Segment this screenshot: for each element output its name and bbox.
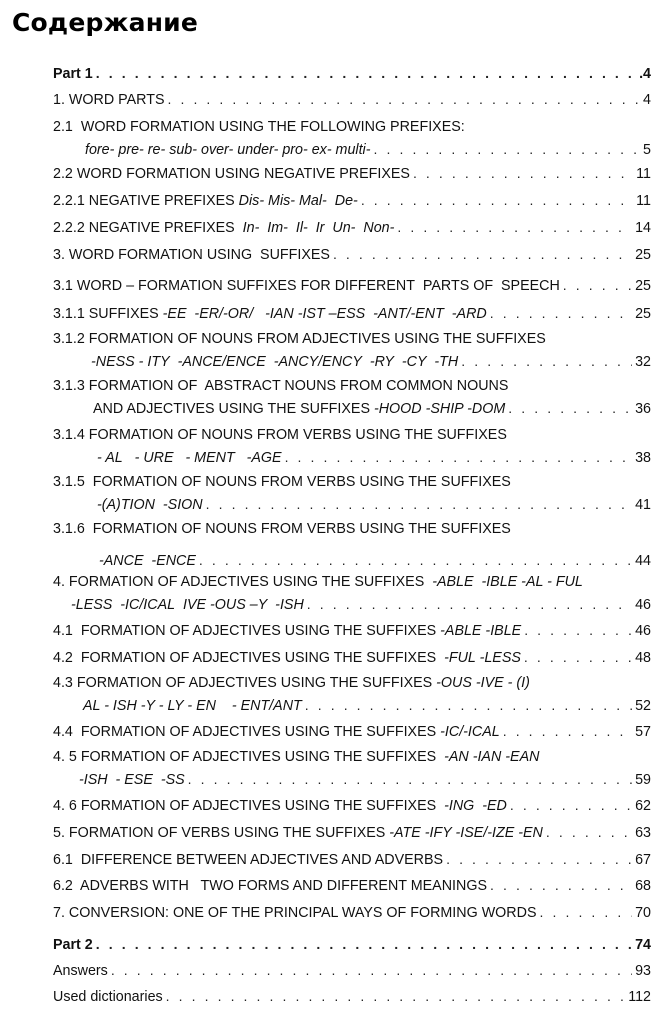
page-title: Содержание [12,8,199,37]
toc-line [53,118,651,136]
toc-entry[interactable] [53,748,651,789]
toc-line [53,520,651,538]
toc-line [53,823,651,842]
toc-entry-title: 3.1.3 FORMATION OF ABSTRACT NOUNS FROM COMMON NOUNS [53,378,509,394]
toc-line [53,276,651,295]
toc-entry[interactable] [53,191,651,210]
toc-line [53,748,651,766]
dot-leader [358,191,633,209]
toc-entry[interactable] [53,330,651,371]
toc-entry[interactable] [53,961,651,980]
toc-line [53,876,651,895]
toc-entry[interactable] [53,796,651,815]
toc-entry[interactable] [53,621,651,640]
toc-entry[interactable] [53,648,651,667]
toc-line [53,495,651,514]
toc-entry-title: 4. 5 FORMATION OF ADJECTIVES USING THE SUFFIXES -AN -IAN -EAN [53,749,540,765]
toc-line [53,621,651,640]
toc-page-number: 62 [635,798,651,814]
dot-leader [543,823,632,841]
toc-page-number: 38 [635,450,651,466]
toc-entry[interactable] [53,903,651,922]
toc-line [53,330,651,348]
toc-entry-title: 6.2 ADVERBS WITH TWO FORMS AND DIFFERENT MEANINGS [53,878,487,894]
dot-leader [282,448,633,466]
dot-leader [302,696,632,714]
toc-line [53,573,651,591]
toc-entry[interactable] [53,377,651,418]
toc-line [53,90,651,109]
dot-leader [371,140,641,158]
toc-page-number: 46 [635,597,651,613]
toc-entry[interactable] [53,876,651,895]
toc-page-number: 25 [635,247,651,263]
toc-entry-title: 6.1 DIFFERENCE BETWEEN ADJECTIVES AND ADVERBS [53,852,444,868]
toc-page-number: 4 [643,92,651,108]
toc-line [53,164,651,183]
toc-page-number: 48 [635,650,651,666]
toc-entry-title: 4.1 FORMATION OF ADJECTIVES USING THE SUFFIXES -ABLE -IBLE [53,623,522,639]
dot-leader [521,648,632,666]
dot-leader [410,164,633,182]
toc-page-number: 70 [635,905,651,921]
dot-leader [93,64,636,82]
toc-line [53,352,651,371]
toc-line [53,140,651,159]
toc-entry[interactable] [53,90,651,109]
toc-line [53,399,651,418]
toc-line [53,796,651,815]
toc-entry-title: -(A)TION -SION [97,497,203,513]
toc-page-number: 68 [635,878,651,894]
toc-entry-title: -NESS - ITY -ANCE/ENCE -ANCY/ENCY -RY -CY -TH [91,354,459,370]
toc-line [53,64,651,83]
toc-entry-title: 3.1.1 SUFFIXES -EE -ER/-OR/ -IAN -IST –ESS -ANT/-ENT -ARD [53,306,487,322]
toc-entry[interactable] [53,245,651,264]
dot-leader [185,770,632,788]
toc-entry-title: -ISH - ESE -SS [79,772,185,788]
toc-entry-title: 3.1.2 FORMATION OF NOUNS FROM ADJECTIVES USING THE SUFFIXES [53,331,546,347]
toc-line [53,551,651,570]
toc-entry-title: Used dictionaries [53,989,163,1005]
toc-line [53,696,651,715]
toc-entry-title: 3.1.6 FORMATION OF NOUNS FROM VERBS USING THE SUFFIXES [53,521,511,537]
toc-entry[interactable] [53,64,651,83]
toc-page-number: 59 [635,772,651,788]
toc-entry-title: 2.2.2 NEGATIVE PREFIXES In- Im- Il- Ir Un- Non- [53,220,395,236]
toc-entry-title: -LESS -IC/ICAL IVE -OUS –Y -ISH [71,597,304,613]
toc-entry-title: 4.3 FORMATION OF ADJECTIVES USING THE SUFFIXES -OUS -IVE - (I) [53,675,530,691]
toc-page-number: 25 [635,278,651,294]
dot-leader [330,245,632,263]
toc-line [53,987,651,1006]
toc-line [53,304,651,323]
dot-leader [164,90,640,108]
toc-entry-title: 3.1.5 FORMATION OF NOUNS FROM VERBS USING THE SUFFIXES [53,474,511,490]
toc-line [53,448,651,467]
toc-line [53,935,651,954]
toc-page-number: 93 [635,963,651,979]
toc-line [53,426,651,444]
toc-page-number: 44 [635,553,651,569]
toc-entry-title: 4.2 FORMATION OF ADJECTIVES USING THE SUFFIXES -FUL -LESS [53,650,521,666]
toc-line [53,191,651,210]
toc-page-number: 36 [635,401,651,417]
toc-entry-title: 3.1.4 FORMATION OF NOUNS FROM VERBS USING THE SUFFIXES [53,427,507,443]
toc-line [53,850,651,869]
toc-entry[interactable] [53,218,651,237]
toc-entry-title: AL - ISH -Y - LY - EN - ENT/ANT [83,698,302,714]
toc-entry-title: Answers [53,963,108,979]
toc-entry-title: 3. WORD FORMATION USING SUFFIXES [53,247,330,263]
dot-leader [505,399,632,417]
toc-page-number: 41 [635,497,651,513]
toc-line [53,218,651,237]
toc-page-number: 74 [635,937,651,953]
dot-leader [521,621,632,639]
toc-entry[interactable] [53,164,651,183]
dot-leader [108,961,632,979]
toc-page-number: 32 [635,354,651,370]
toc-entry-title: 2.2.1 NEGATIVE PREFIXES Dis- Mis- Mal- De- [53,193,358,209]
dot-leader [500,722,632,740]
toc-entry-title: 3.1 WORD – FORMATION SUFFIXES FOR DIFFERENT PARTS OF SPEECH [53,278,560,294]
toc-page-number: 63 [635,825,651,841]
toc-line [53,245,651,264]
toc-entry-title: Part 1 [53,66,93,82]
toc-entry[interactable] [53,573,651,614]
toc-page-number: 11 [636,193,651,209]
toc-page-number: 67 [635,852,651,868]
toc-line [53,377,651,395]
toc-entry-title: 4. 6 FORMATION OF ADJECTIVES USING THE SUFFIXES -ING -ED [53,798,507,814]
toc-entry-title: AND ADJECTIVES USING THE SUFFIXES -HOOD -SHIP -DOM [93,401,506,417]
dot-leader [394,218,632,236]
toc-page-number: 25 [635,306,651,322]
dot-leader [203,495,632,513]
toc-entry[interactable] [53,674,651,715]
toc-entry[interactable] [53,935,651,954]
dot-leader [458,352,632,370]
toc-entry[interactable] [53,987,651,1006]
toc-entry-title: 4. FORMATION OF ADJECTIVES USING THE SUFFIXES -ABLE -IBLE -AL - FUL [53,574,583,590]
toc-entry-title: 2.1 WORD FORMATION USING THE FOLLOWING PREFIXES: [53,119,465,135]
toc-line [53,473,651,491]
toc-entry-title: 1. WORD PARTS [53,92,165,108]
toc-entry[interactable] [53,426,651,467]
toc-entry[interactable] [53,304,651,323]
dot-leader [507,796,632,814]
toc-entry[interactable] [53,473,651,514]
dot-leader [443,850,632,868]
toc-line [53,722,651,741]
dot-leader [163,987,626,1005]
toc-entry[interactable] [53,276,651,295]
toc-entry-title: - AL - URE - MENT -AGE [97,450,282,466]
toc-entry-title: fore- pre- re- sub- over- under- pro- ex- multi- [85,142,371,158]
toc-page-number: 52 [635,698,651,714]
dot-leader [537,903,633,921]
toc-line [53,770,651,789]
dot-leader [196,551,632,569]
toc-entry[interactable] [53,823,651,842]
dot-leader [560,276,632,294]
toc-entry-title: -ANCE -ENCE [99,553,196,569]
toc-entry-title: 4.4 FORMATION OF ADJECTIVES USING THE SUFFIXES -IC/-ICAL [53,724,500,740]
toc-page-number: 57 [635,724,651,740]
toc-entry-title: 2.2 WORD FORMATION USING NEGATIVE PREFIXES [53,166,410,182]
toc-entry[interactable] [53,520,651,570]
toc-page-number: 5 [643,142,651,158]
toc-page-number: 11 [636,166,651,182]
toc-page-number: 46 [635,623,651,639]
toc-entry[interactable] [53,118,651,159]
toc-page-number: 112 [628,989,651,1005]
toc-entry[interactable] [53,722,651,741]
toc-line [53,903,651,922]
toc-line [53,648,651,667]
dot-leader [487,876,632,894]
toc-entry-title: Part 2 [53,937,93,953]
toc-line [53,595,651,614]
toc-line [53,674,651,692]
dot-leader [487,304,632,322]
toc-page-number: 14 [635,220,651,236]
toc-line [53,961,651,980]
toc-page-number: .4 [639,66,651,82]
dot-leader [93,935,632,953]
dot-leader [304,595,632,613]
toc-entry[interactable] [53,850,651,869]
toc-entry-title: 5. FORMATION OF VERBS USING THE SUFFIXES -ATE -IFY -ISE/-IZE -EN [53,825,543,841]
toc-entry-title: 7. CONVERSION: ONE OF THE PRINCIPAL WAYS OF FORMING WORDS [53,905,537,921]
